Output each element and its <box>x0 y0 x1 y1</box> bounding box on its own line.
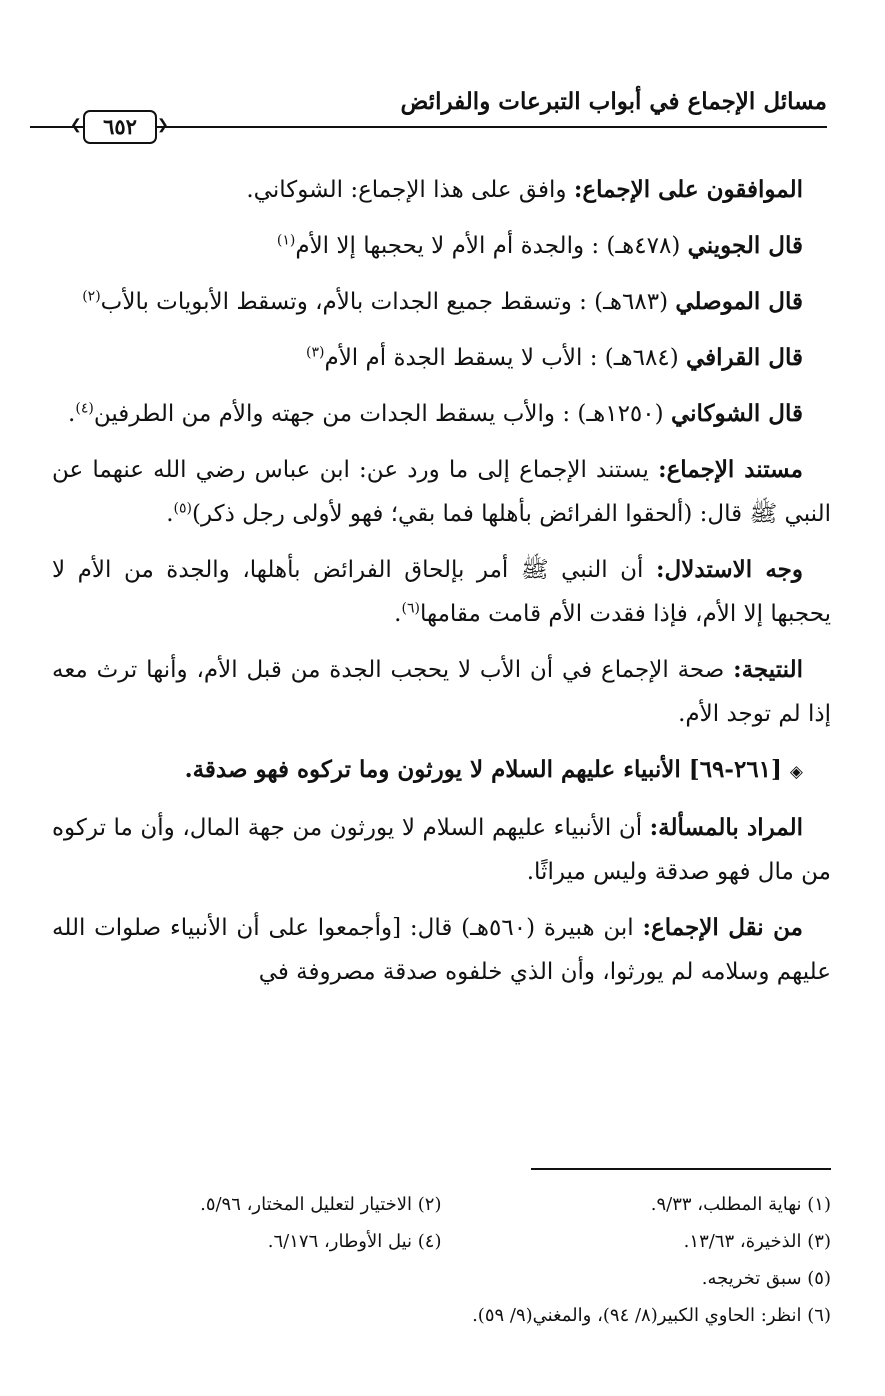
paragraph-shawkani <box>52 392 831 436</box>
footnote-ref[interactable]: (٥) <box>173 500 192 517</box>
paragraph-label: قال الجويني <box>687 232 803 259</box>
paragraph-text: يستند الإجماع إلى ما ورد عن: ابن عباس رضي الله عنهما عن النبي ﷺ قال: (ألحقوا الفرائض بأهلها فما بقي؛ فهو لأولى رجل ذكر) <box>52 457 831 527</box>
footnote-row <box>52 1223 831 1260</box>
footnote-1: (١) نهاية المطلب، ٩/٣٣. <box>650 1194 831 1215</box>
paragraph-qarafi <box>52 336 831 380</box>
paragraph-label: من نقل الإجماع: <box>642 914 803 941</box>
ornament-right-icon: ❯ <box>157 117 169 133</box>
paragraph-meaning <box>52 806 831 894</box>
footnote-6: (٦) انظر: الحاوي الكبير(٨/ ٩٤)، والمغني(٩/ ٥٩). <box>472 1305 831 1326</box>
paragraph-label: المراد بالمسألة: <box>649 814 803 841</box>
footnote-4: (٤) نيل الأوطار، ٦/١٧٦. <box>267 1231 442 1252</box>
paragraph-end: . <box>394 601 402 627</box>
ornament-left-icon: ❮ <box>70 117 82 133</box>
footnote-3: (٣) الذخيرة، ١٣/٦٣. <box>683 1231 831 1252</box>
paragraph-inference <box>52 548 831 636</box>
paragraph-text: (٦٨٤هـ) : الأب لا يسقط الجدة أم الأم <box>324 345 686 371</box>
footnote-ref[interactable]: (٢) <box>82 288 101 305</box>
paragraph-text: صحة الإجماع في أن الأب لا يحجب الجدة من قبل الأم، وأنها ترث معه إذا لم توجد الأم. <box>52 657 831 727</box>
paragraph-evidence <box>52 448 831 536</box>
paragraph-text: أن النبي ﷺ أمر بإلحاق الفرائض بأهلها، والجدة من الأم لا يحجبها إلا الأم، فإذا فقدت الأم قامت مقامها <box>52 557 831 627</box>
paragraph-transmitters <box>52 906 831 994</box>
paragraph-label: النتيجة: <box>733 656 803 683</box>
paragraph-juwayni <box>52 224 831 268</box>
paragraph-label: وجه الاستدلال: <box>656 556 803 583</box>
footnote-2: (٢) الاختيار لتعليل المختار، ٥/٩٦. <box>200 1194 442 1215</box>
footnotes <box>52 1186 831 1334</box>
paragraph-label: الموافقون على الإجماع: <box>573 176 803 203</box>
running-title: مسائل الإجماع في أبواب التبرعات والفرائض <box>400 88 827 115</box>
paragraph-text: ابن هبيرة (٥٦٠هـ) قال: [وأجمعوا على أن الأنبياء صلوات الله عليهم وسلامه لم يورثوا، وأن الذي خلفوه صدقة مصروفة في <box>52 915 831 985</box>
paragraph-label: مستند الإجماع: <box>658 456 803 483</box>
paragraph-label: قال الشوكاني <box>670 400 803 427</box>
footnote-ref[interactable]: (٤) <box>75 400 94 417</box>
paragraph-result <box>52 648 831 736</box>
page-number: ٦٥٢ <box>83 110 157 144</box>
footnote-row <box>52 1186 831 1223</box>
paragraph-end: . <box>68 401 76 427</box>
page-header <box>30 82 827 162</box>
paragraph-label: قال القرافي <box>686 344 803 371</box>
footnote-ref[interactable]: (١) <box>276 232 296 249</box>
paragraph-agreeing <box>52 168 831 212</box>
paragraph-text: أن الأنبياء عليهم السلام لا يورثون من جهة المال، وأن ما تركوه من مال فهو صدقة وليس ميراثًا. <box>52 815 831 885</box>
section-heading <box>52 748 803 794</box>
paragraph-text: (١٢٥٠هـ) : والأب يسقط الجدات من جهته والأم من الطرفين <box>93 401 671 427</box>
diamond-bullet-icon: ◈ <box>789 762 803 782</box>
paragraph-mawsili <box>52 280 831 324</box>
footnote-5: (٥) سبق تخريجه. <box>701 1268 831 1289</box>
paragraph-text: (٤٧٨هـ) : والجدة أم الأم لا يحجبها إلا الأم <box>295 233 688 259</box>
paragraph-end: . <box>166 501 174 527</box>
paragraph-text: (٦٨٣هـ) : وتسقط جميع الجدات بالأم، وتسقط الأبويات بالأب <box>100 289 676 315</box>
footnote-separator <box>531 1168 831 1170</box>
paragraph-text: وافق على هذا الإجماع: الشوكاني. <box>246 177 574 203</box>
main-text <box>52 168 831 1006</box>
footnote-ref[interactable]: (٣) <box>305 344 325 361</box>
section-heading-text: [٢٦١-٦٩] الأنبياء عليهم السلام لا يورثون وما تركوه فهو صدقة. <box>184 756 782 783</box>
paragraph-label: قال الموصلي <box>675 288 803 315</box>
footnote-ref[interactable]: (٦) <box>401 600 420 617</box>
